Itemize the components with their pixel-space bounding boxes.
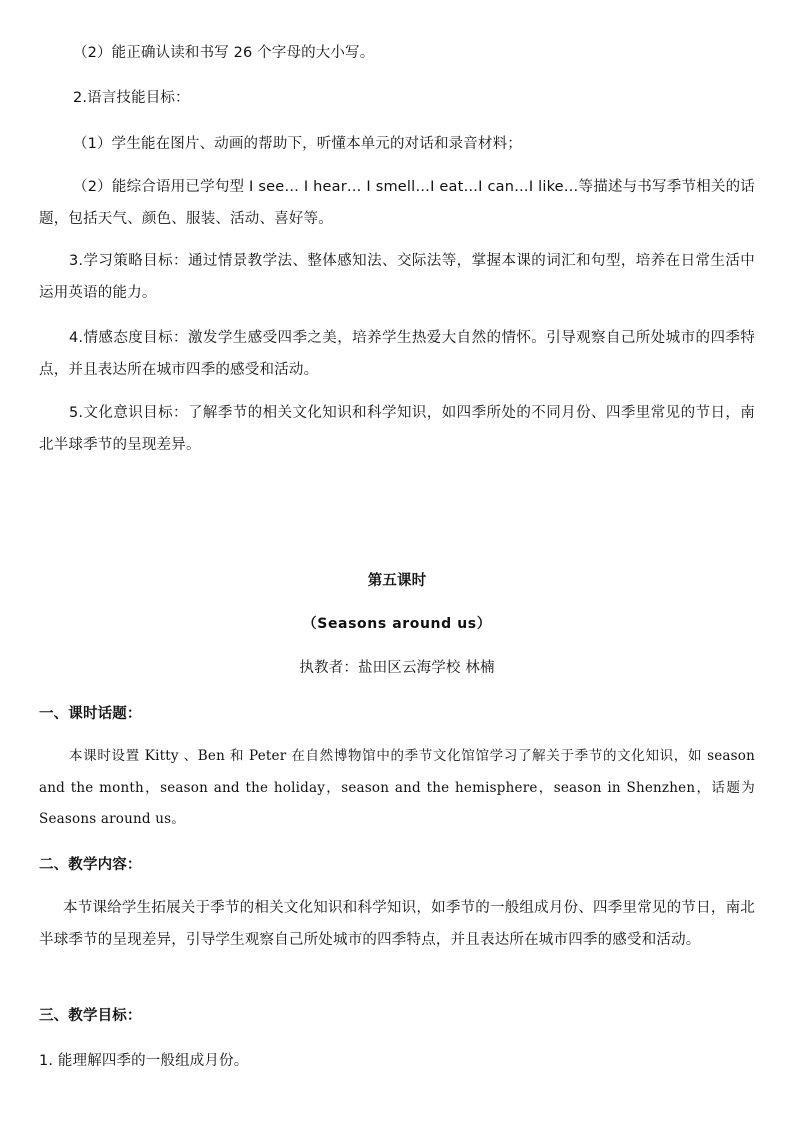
teacher-line: 执教者：盐田区云海学校 林楠: [299, 660, 495, 676]
lesson-title: 第五课时: [367, 573, 427, 589]
language-skill-heading: 2.语言技能目标：: [73, 90, 190, 106]
skill-objective-2: （2）能综合语用已学句型 I see… I hear… I smell…I eat…I can…I like…等描述与书写季节相关的话题，包括天气、颜色、服装、活动、喜好等。: [39, 179, 755, 227]
learning-strategy-objective: 3.学习策略目标：通过情景教学法、整体感知法、交际法等，掌握本课的词汇和句型，培养在日常生活中运用英语的能力。: [39, 253, 755, 301]
skill-objective-1: （1）学生能在图片、动画的帮助下，听懂本单元的对话和录音材料；: [73, 136, 522, 152]
content-heading: 二、教学内容：: [39, 857, 142, 873]
goals-heading: 三、教学目标：: [39, 1008, 142, 1024]
letters-objective: （2）能正确认读和书写 26 个字母的大小写。: [73, 45, 375, 61]
topic-heading: 一、课时话题：: [39, 706, 142, 722]
goal-item-1: 1. 能理解四季的一般组成月份。: [39, 1053, 249, 1069]
cultural-awareness-objective: 5.文化意识目标：了解季节的相关文化知识和科学知识，如四季所处的不同月份、四季里常见的节日，南北半球季节的呈现差异。: [39, 405, 755, 453]
lesson-subtitle: （Seasons around us）: [302, 616, 492, 632]
topic-paragraph: 本课时设置 Kitty 、Ben 和 Peter 在自然博物馆中的季节文化馆馆学习了解关于季节的文化知识，如 season and the month，season and the holiday，season and the hemisphere，season in Shenzhen，话题为 Seasons around us。: [39, 748, 755, 827]
content-paragraph: 本节课给学生拓展关于季节的相关文化知识和科学知识，如季节的一般组成月份、四季里常见的节日，南北半球季节的呈现差异，引导学生观察自己所处城市的四季特点，并且表达所在城市四季的感受和活动。: [39, 900, 755, 948]
attitude-objective: 4.情感态度目标：激发学生感受四季之美，培养学生热爱大自然的情怀。引导观察自己所处城市的四季特点，并且表达所在城市四季的感受和活动。: [39, 330, 755, 378]
